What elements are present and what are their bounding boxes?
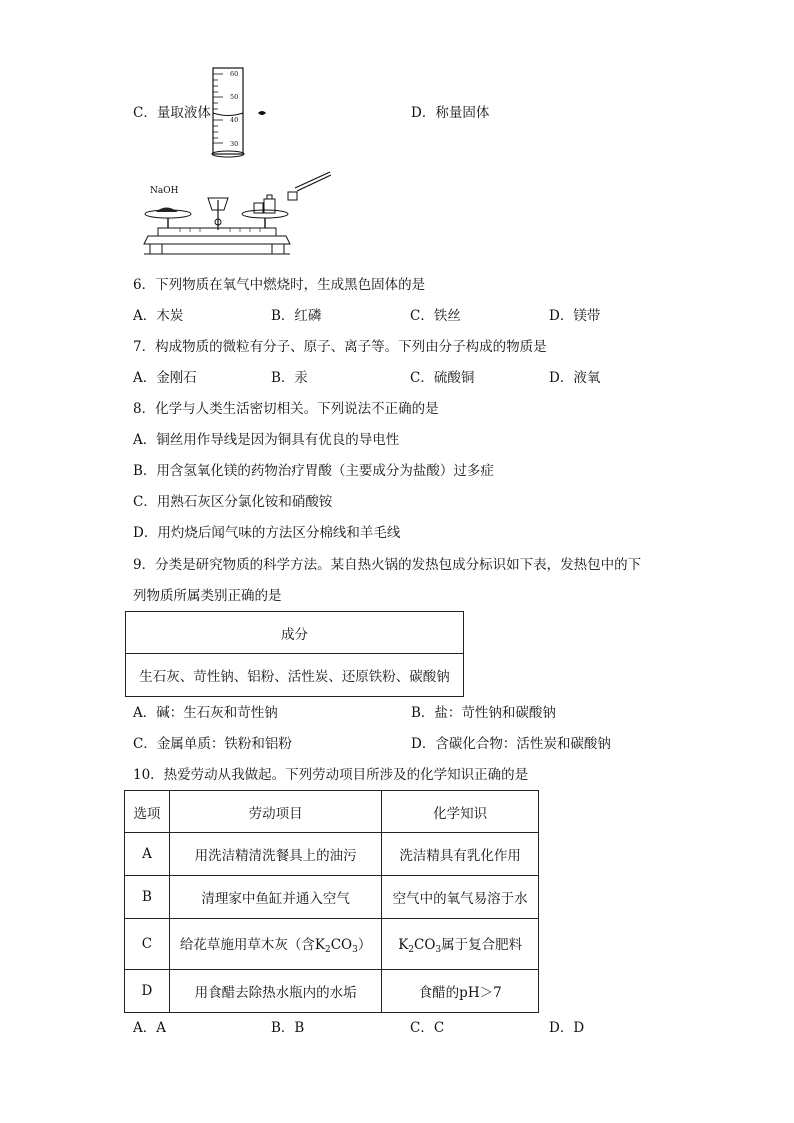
naoh-label: NaOH xyxy=(150,186,179,196)
q9-option-d: D．含碳化合物：活性炭和碳酸钠 xyxy=(411,736,611,752)
q6-option-a: A．木炭 xyxy=(133,308,184,324)
q6-option-b: B．红磷 xyxy=(271,308,322,324)
q10-row-c-option: C xyxy=(125,919,170,970)
q10-row-c-task-sub2: 3 xyxy=(352,945,358,955)
table-row xyxy=(125,970,539,1013)
q8-option-d: D．用灼烧后闻气味的方法区分棉线和羊毛线 xyxy=(133,525,401,541)
q10-row-c-task xyxy=(169,919,381,970)
q10-row-a-knowledge: 洗洁精具有乳化作用 xyxy=(382,833,539,876)
q10-row-c-task-pre: 给花草施用草木灰（含 xyxy=(179,937,315,953)
q7-option-a: A．金刚石 xyxy=(133,370,197,386)
q8-option-a: A．铜丝用作导线是因为铜具有优良的导电性 xyxy=(133,432,400,448)
q8-option-c: C．用熟石灰区分氯化铵和硝酸铵 xyxy=(133,494,333,510)
q10-row-c-know-sub2: 3 xyxy=(435,945,442,955)
q8-stem: 8．化学与人类生活密切相关。下列说法不正确的是 xyxy=(133,401,439,417)
q10-labor-table xyxy=(124,790,539,1013)
q10-row-c-know-sub1: 2 xyxy=(408,945,415,955)
q10-row-b-knowledge: 空气中的氧气易溶于水 xyxy=(382,876,539,919)
q5-option-d-label: D．称量固体 xyxy=(411,105,490,121)
q9-stem-line2: 列物质所属类别正确的是 xyxy=(133,588,282,604)
q7-stem: 7．构成物质的微粒有分子、原子、离子等。下列由分子构成的物质是 xyxy=(133,339,547,355)
q10-row-c-know-co: CO xyxy=(414,937,436,953)
q7-option-d: D．液氧 xyxy=(549,370,601,386)
eye-icon xyxy=(258,111,266,115)
table-row xyxy=(125,876,539,919)
q10-row-d-option: D xyxy=(125,970,170,1013)
table-row xyxy=(125,833,539,876)
q10-row-c-task-sub1: 2 xyxy=(324,945,331,955)
q10-row-a-option: A xyxy=(125,833,170,876)
q10-row-c-knowledge xyxy=(382,919,539,970)
q6-stem: 6．下列物质在氧气中燃烧时，生成黑色固体的是 xyxy=(133,277,426,293)
graduated-cylinder-figure xyxy=(205,66,275,160)
q9-table-content: 生石灰、苛性钠、铝粉、活性炭、还原铁粉、碳酸钠 xyxy=(126,654,464,697)
q10-row-c-task-co: CO xyxy=(330,937,353,953)
q9-stem-line1: 9．分类是研究物质的科学方法。某自热火锅的发热包成分标识如下表，发热包中的下 xyxy=(133,557,642,573)
q10-row-c-know-k: K xyxy=(398,937,409,953)
q10-header-task: 劳动项目 xyxy=(169,791,381,833)
q6-option-c: C．铁丝 xyxy=(410,308,461,324)
cylinder-tick-30: 30 xyxy=(230,140,239,148)
balance-figure xyxy=(140,170,340,262)
q10-row-d-knowledge: 食醋的pH＞7 xyxy=(382,970,539,1013)
q10-row-c-task-post: ） xyxy=(357,937,372,953)
q10-header-option: 选项 xyxy=(125,791,170,833)
q5-option-c-label: C．量取液体 xyxy=(133,105,211,121)
q7-option-b: B．汞 xyxy=(271,370,308,386)
q10-option-d: D．D xyxy=(549,1020,585,1036)
q10-row-b-task: 清理家中鱼缸并通入空气 xyxy=(169,876,381,919)
q6-option-d: D．镁带 xyxy=(549,308,601,324)
q10-row-c-know-post: 属于复合肥料 xyxy=(441,937,523,953)
q7-option-c: C．硫酸铜 xyxy=(410,370,475,386)
q10-stem: 10．热爱劳动从我做起。下列劳动项目所涉及的化学知识正确的是 xyxy=(133,767,529,783)
q9-option-c: C．金属单质：铁粉和铝粉 xyxy=(133,736,292,752)
q10-row-d-task: 用食醋去除热水瓶内的水垢 xyxy=(169,970,381,1013)
q9-option-a: A．碱：生石灰和苛性钠 xyxy=(133,705,278,721)
q9-ingredients-table xyxy=(125,611,464,697)
q10-option-a: A．A xyxy=(133,1020,166,1036)
cylinder-tick-40: 40 xyxy=(230,116,239,124)
q10-option-b: B．B xyxy=(271,1020,305,1036)
q10-row-a-task: 用洗洁精清洗餐具上的油污 xyxy=(169,833,381,876)
q10-row-b-option: B xyxy=(125,876,170,919)
q9-table-header: 成分 xyxy=(126,612,464,654)
cylinder-tick-50: 50 xyxy=(230,93,239,101)
q10-row-c-task-k: K xyxy=(314,937,325,953)
q10-option-c: C．C xyxy=(410,1020,445,1036)
q10-header-knowledge: 化学知识 xyxy=(382,791,539,833)
cylinder-tick-60: 60 xyxy=(230,70,239,78)
q9-option-b: B．盐：苛性钠和碳酸钠 xyxy=(411,705,556,721)
table-row xyxy=(125,919,539,970)
q8-option-b: B．用含氢氧化镁的药物治疗胃酸（主要成分为盐酸）过多症 xyxy=(133,463,494,479)
